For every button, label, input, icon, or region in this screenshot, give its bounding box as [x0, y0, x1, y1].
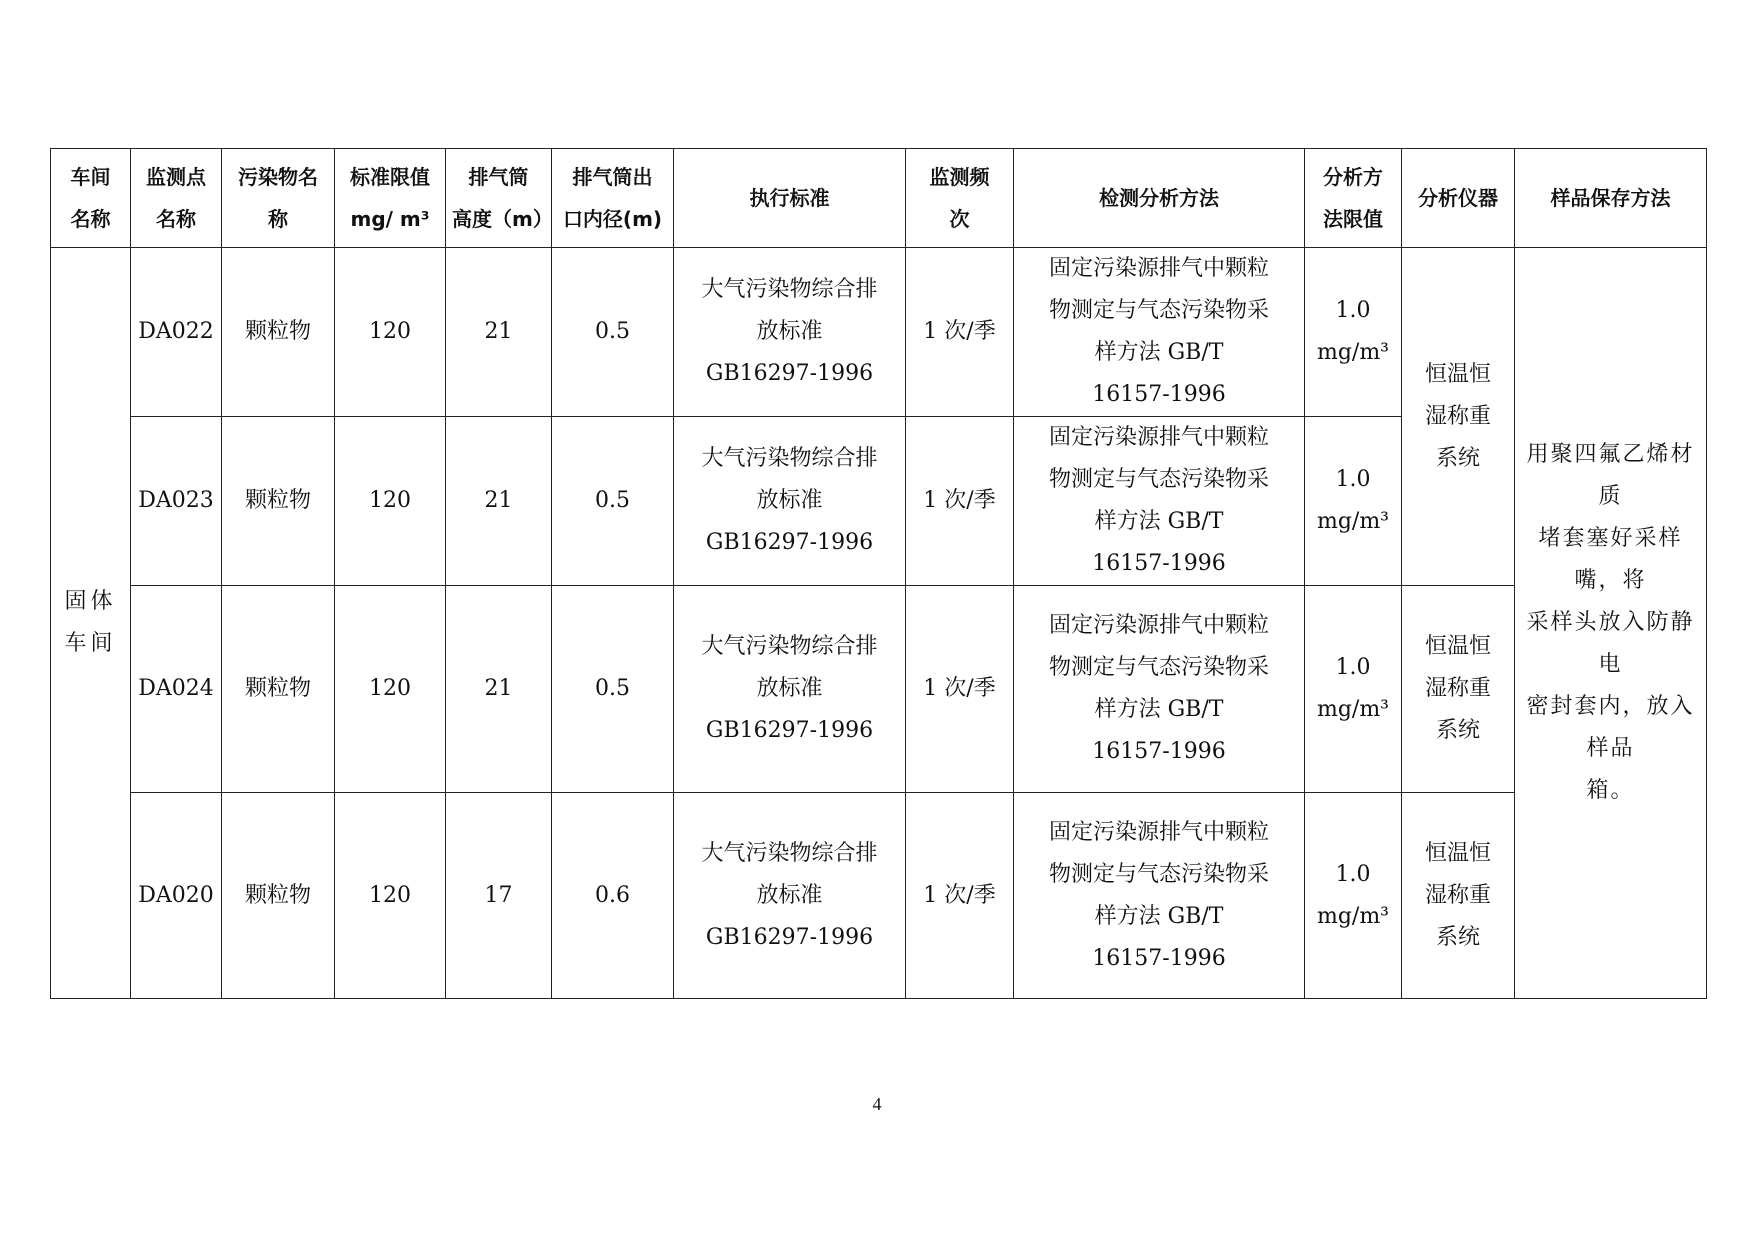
method-cell: 固定污染源排气中颗粒 物测定与气态污染物采 样方法 GB/T 16157-1996: [1014, 793, 1305, 999]
pollutant-cell: 颗粒物: [222, 248, 335, 417]
diameter-cell: 0.5: [552, 248, 674, 417]
point-cell: DA023: [131, 417, 222, 586]
header-workshop-name: 车间 名称: [51, 149, 131, 248]
monitoring-table: [50, 148, 1707, 999]
instrument-cell: 恒温恒 湿称重 系统: [1402, 248, 1515, 586]
method-limit-cell: 1.0 mg/m³: [1305, 417, 1402, 586]
method-cell: 固定污染源排气中颗粒 物测定与气态污染物采 样方法 GB/T 16157-1996: [1014, 248, 1305, 417]
header-analysis-method: 检测分析方法: [1014, 149, 1305, 248]
method-cell: 固定污染源排气中颗粒 物测定与气态污染物采 样方法 GB/T 16157-1996: [1014, 586, 1305, 793]
standard-cell: 大气污染物综合排 放标准 GB16297-1996: [674, 586, 906, 793]
table-row: [51, 793, 1707, 999]
header-method-limit: 分析方 法限值: [1305, 149, 1402, 248]
standard-cell: 大气污染物综合排 放标准 GB16297-1996: [674, 417, 906, 586]
header-outlet-diameter: 排气筒出 口内径(m): [552, 149, 674, 248]
limit-cell: 120: [335, 586, 446, 793]
table-row: [51, 248, 1707, 417]
instrument-cell: 恒温恒 湿称重 系统: [1402, 793, 1515, 999]
header-point-name: 监测点 名称: [131, 149, 222, 248]
header-standard-limit: 标准限值 mg/ m³: [335, 149, 446, 248]
height-cell: 21: [446, 417, 552, 586]
pollutant-cell: 颗粒物: [222, 793, 335, 999]
header-row: [51, 149, 1707, 248]
page-number: 4: [872, 1094, 882, 1114]
standard-cell: 大气污染物综合排 放标准 GB16297-1996: [674, 248, 906, 417]
point-cell: DA024: [131, 586, 222, 793]
height-cell: 17: [446, 793, 552, 999]
height-cell: 21: [446, 586, 552, 793]
method-limit-cell: 1.0 mg/m³: [1305, 248, 1402, 417]
frequency-cell: 1 次/季: [906, 793, 1014, 999]
method-cell: 固定污染源排气中颗粒 物测定与气态污染物采 样方法 GB/T 16157-1996: [1014, 417, 1305, 586]
frequency-cell: 1 次/季: [906, 248, 1014, 417]
point-cell: DA020: [131, 793, 222, 999]
method-limit-cell: 1.0 mg/m³: [1305, 793, 1402, 999]
frequency-cell: 1 次/季: [906, 417, 1014, 586]
pollutant-cell: 颗粒物: [222, 586, 335, 793]
diameter-cell: 0.6: [552, 793, 674, 999]
frequency-cell: 1 次/季: [906, 586, 1014, 793]
point-cell: DA022: [131, 248, 222, 417]
diameter-cell: 0.5: [552, 586, 674, 793]
limit-cell: 120: [335, 417, 446, 586]
limit-cell: 120: [335, 248, 446, 417]
pollutant-cell: 颗粒物: [222, 417, 335, 586]
diameter-cell: 0.5: [552, 417, 674, 586]
table-row: [51, 586, 1707, 793]
height-cell: 21: [446, 248, 552, 417]
header-storage-method: 样品保存方法: [1515, 149, 1707, 248]
header-stack-height: 排气筒 高度（m）: [446, 149, 552, 248]
header-frequency: 监测频 次: [906, 149, 1014, 248]
method-limit-cell: 1.0 mg/m³: [1305, 586, 1402, 793]
limit-cell: 120: [335, 793, 446, 999]
instrument-cell: 恒温恒 湿称重 系统: [1402, 586, 1515, 793]
storage-cell: 用聚四氟乙烯材质 堵套塞好采样嘴，将 采样头放入防静电 密封套内，放入样品 箱。: [1515, 248, 1707, 999]
header-executive-standard: 执行标准: [674, 149, 906, 248]
workshop-cell: 固体 车间: [51, 248, 131, 999]
standard-cell: 大气污染物综合排 放标准 GB16297-1996: [674, 793, 906, 999]
header-instrument: 分析仪器: [1402, 149, 1515, 248]
header-pollutant-name: 污染物名 称: [222, 149, 335, 248]
